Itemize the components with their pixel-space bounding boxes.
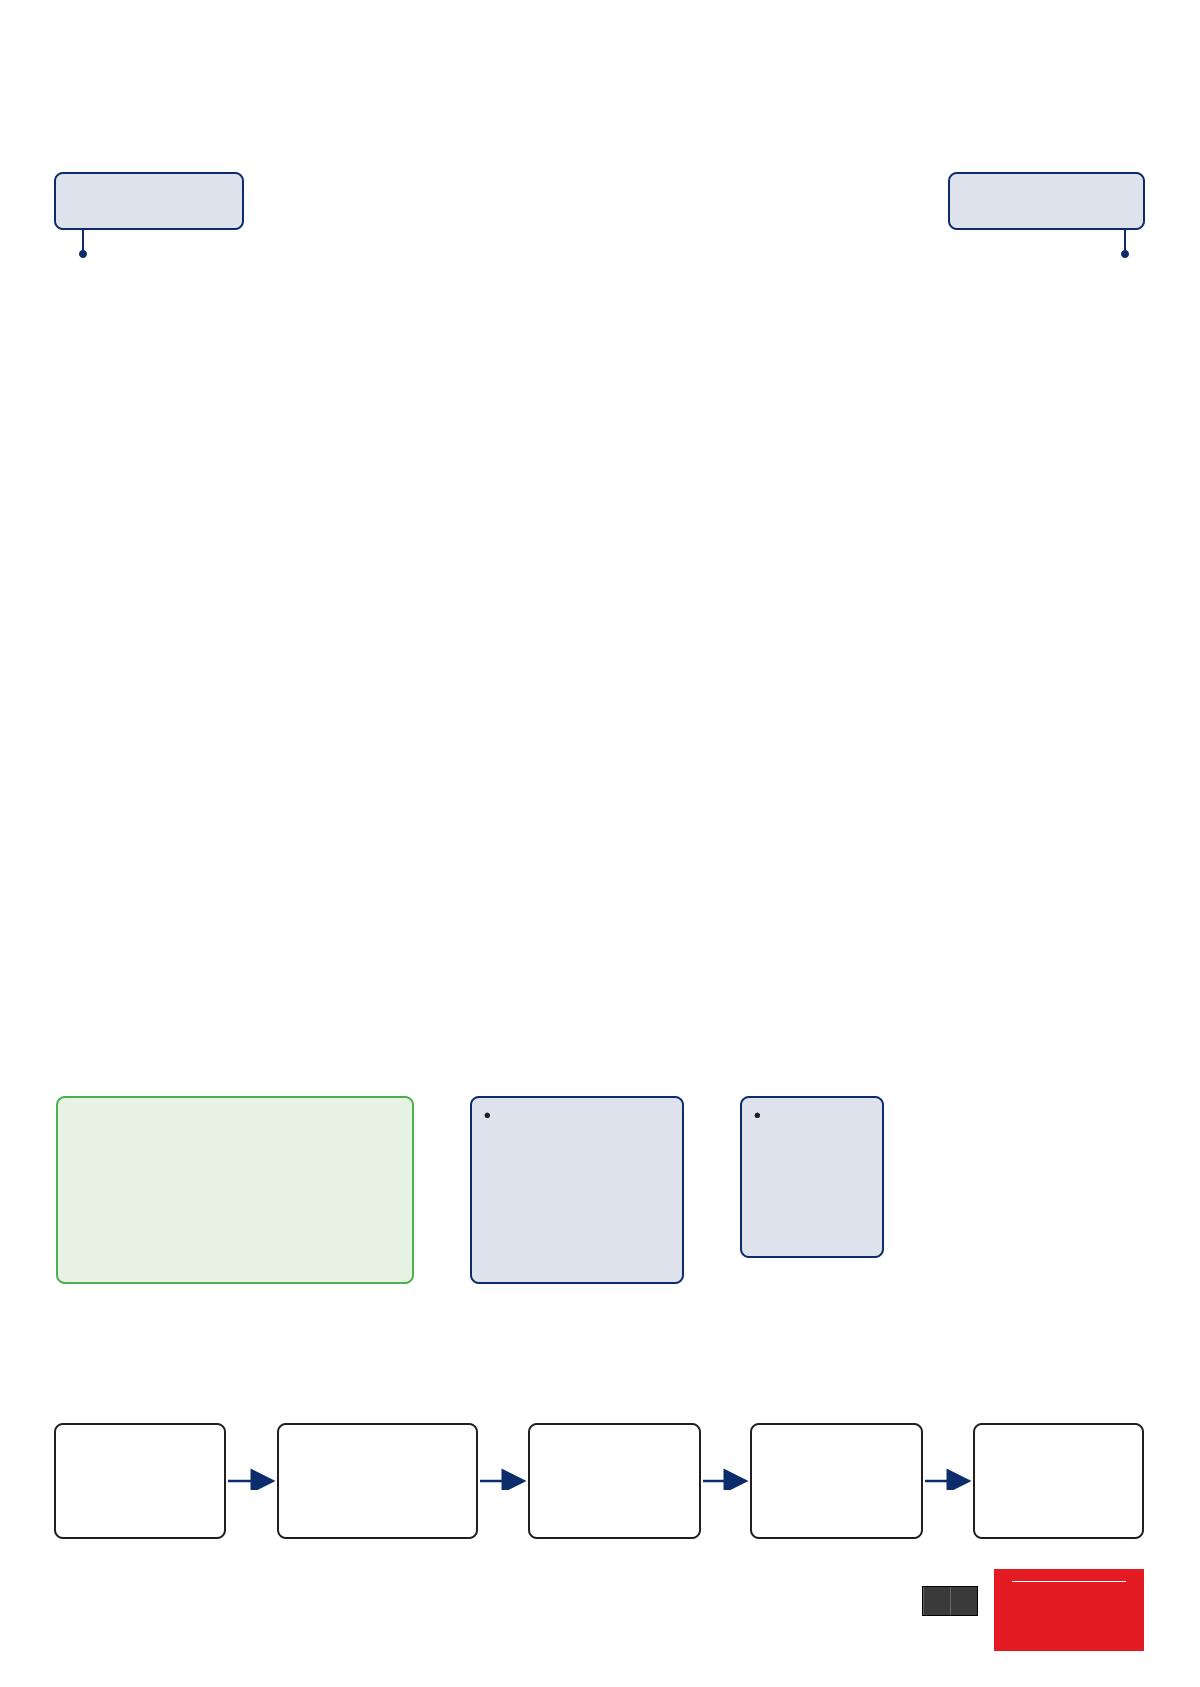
column-note bbox=[56, 1096, 414, 1284]
details-note bbox=[470, 1096, 684, 1284]
barcode bbox=[54, 1586, 214, 1644]
foundation-seal bbox=[912, 1582, 988, 1620]
step-arrows bbox=[0, 1450, 1200, 1490]
oxford-logo bbox=[994, 1569, 1144, 1651]
folio-note bbox=[740, 1096, 884, 1258]
seal-portraits bbox=[922, 1586, 978, 1616]
print-slug bbox=[22, 1677, 1042, 1683]
